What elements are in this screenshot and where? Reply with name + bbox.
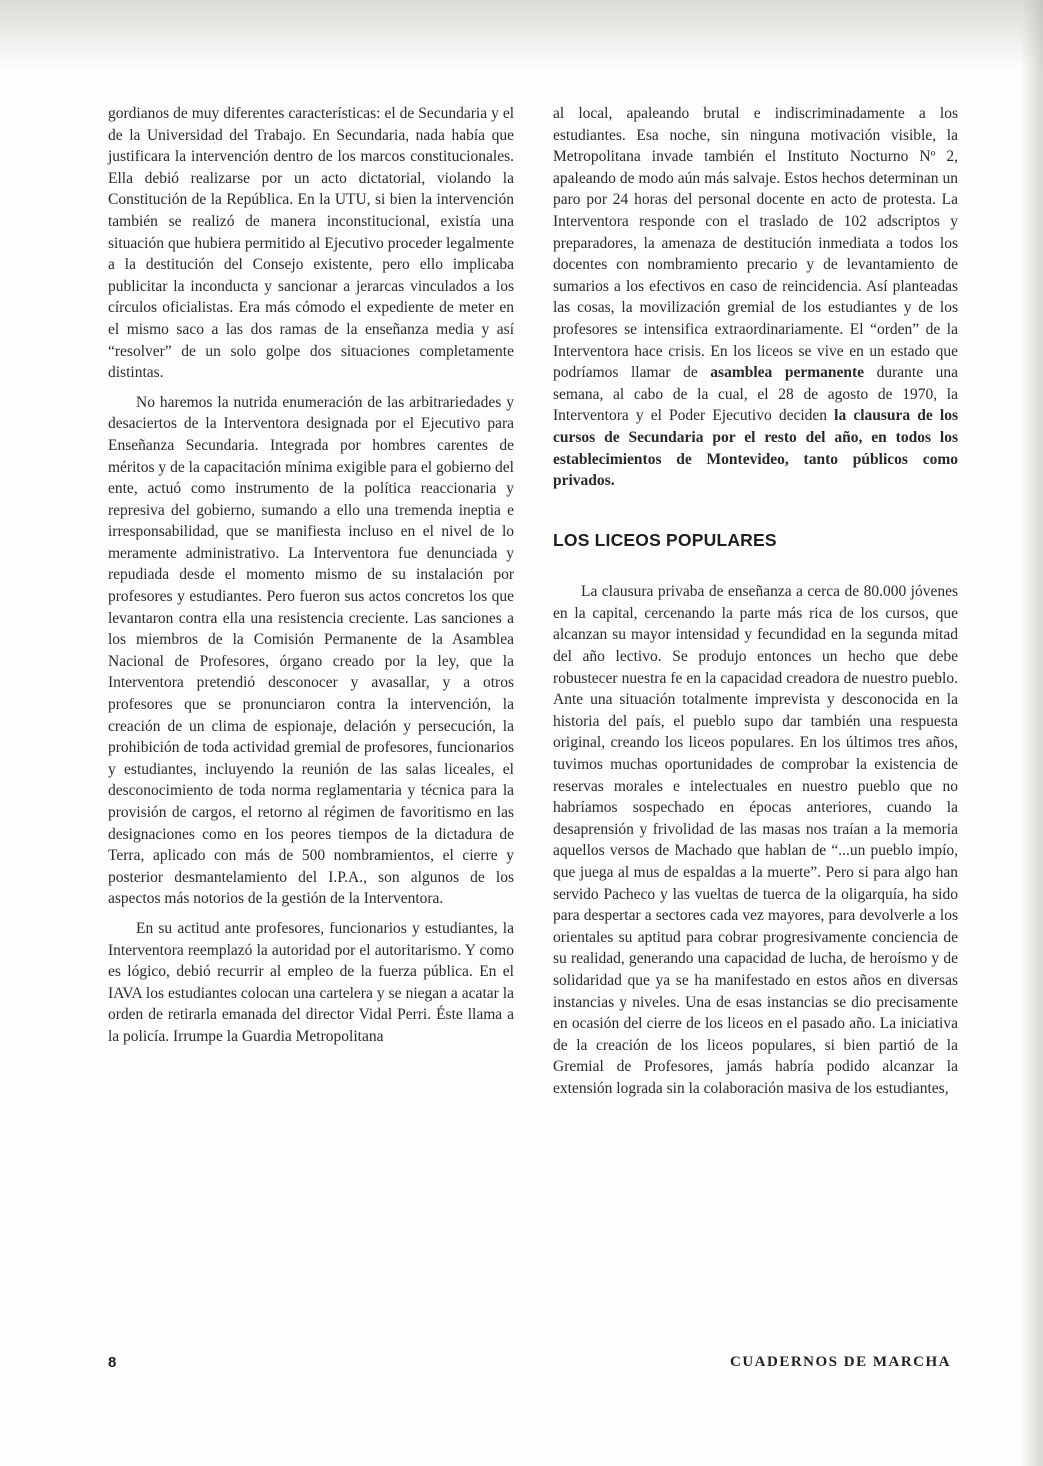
right-paragraph-1-text-start: al local, apaleando brutal e indiscriminadamente a los estudiantes. Esa noche, sin ninguna motivación visible, la Metropolitana invade también el Instituto Nocturno Nº 2, apaleando de modo aún más salvaje. Estos hechos determinan un paro por 24 horas del personal docente en acto de protesta. La Interventora responde con el traslado de 102 adscriptos y preparadores, la amenaza de destitución inmediata a todos los docentes con nombramiento precario y de levantamiento de sumarios a los efectivos en caso de reincidencia. Así planteadas las cosas, la movilización gremial de los estudiantes y de los profesores se intensifica extraordinariamente. El “orden” de la Interventora hace crisis. En los liceos se vive en un estado que podríamos llamar de	[553, 105, 958, 382]
right-paragraph-1-bold-closure: la clausura de los cursos de Secundaria por el resto del año, en todos los establecimientos de Montevideo, tanto públicos como privados.	[553, 407, 958, 490]
left-paragraph-3: En su actitud ante profesores, funcionarios y estudiantes, la Interventora reemplazó la autoridad por el autoritarismo. Y como es lógico, debió recurrir al empleo de la fuerza pública. En el IAVA los estudiantes colocan una cartelera y se niegan a acatar la orden de retirarla emanada del director Vidal Perri. Éste llama a la policía. Irrumpe la Guardia Metropolitana	[108, 919, 514, 1045]
right-paragraph-1-bold-assembly: asamblea permanente	[710, 364, 865, 382]
section-heading: LOS LICEOS POPULARES	[553, 529, 777, 550]
publication-title: CUADERNOS DE MARCHA	[729, 1354, 951, 1370]
left-paragraph-1: gordianos de muy diferentes características: el de Secundaria y el de la Universidad del Trabajo. En Secundaria, nada había que justificara la intervención dentro de los marcos constitucionales. Ella debió realizarse por un acto dictatorial, violando la Constitución de la República. En la UTU, si bien la intervención también se realizó de manera inconstitucional, existía una situación que hubiera permitido al Ejecutivo proceder legalmente a la destitución del Consejo existente, pero ello implicaba publicitar la inconducta y sancionar a jerarcas vinculados a los círculos oficialistas. Era más cómodo el expediente de meter en el mismo saco a las dos ramas de la enseñanza media y así “resolver” de un solo golpe dos situaciones completamente distintas.	[108, 105, 514, 382]
scan-shadow-top	[0, 0, 1043, 70]
page-number: 8	[108, 1354, 117, 1371]
right-column	[553, 103, 958, 1100]
left-paragraph-2: No haremos la nutrida enumeración de las arbitrariedades y desaciertos de la Interventora designada por el Ejecutivo para Enseñanza Secundaria. Integrada por hombres carentes de méritos y de la capacitación mínima exigible para el gobierno del ente, actuó como instrumento de la política reaccionaria y represiva del gobierno, sumando a ello una tremenda ineptia e irresponsabilidad, que se manifiesta incluso en el nivel de lo meramente administrativo. La Interventora fue denunciada y repudiada desde el momento mismo de su instalación por profesores y estudiantes. Pero fueron sus actos concretos los que levantaron contra ella una resistencia creciente. Las sanciones a los miembros de la Comisión Permanente de la Asamblea Nacional de Profesores, órgano creado por la ley, que la Interventora pretendió desconocer y avasallar, y a otros profesores que se pronunciaron contra la intervención, la creación de un clima de espionaje, delación y persecución, la prohibición de toda actividad gremial de profesores, funcionarios y estudiantes, incluyendo la reunión de las salas liceales, el desconocimiento de toda norma reglamentaria y técnica para la provisión de cargos, el retorno al régimen de favoritismo en las designaciones como en los peores tiempos de la dictadura de Terra, aplicado con más de 500 nombramientos, el cierre y posterior desmantelamiento del I.P.A., son algunos de los aspectos más notorios de la gestión de la Interventora.	[108, 393, 514, 908]
right-paragraph-2: La clausura privaba de enseñanza a cerca de 80.000 jóvenes en la capital, cercenando la parte más rica de los cursos, que alcanzan su mayor intensidad y fecundidad en la segunda mitad del año lectivo. Se produjo entonces un hecho que debe robustecer nuestra fe en la capacidad creadora de nuestro pueblo. Ante una situación totalmente imprevista y desconocida en la historia del país, el pueblo supo dar también una respuesta original, creando los liceos populares. En los últimos tres años, tuvimos muchas oportunidades de comprobar la existencia de reservas morales e intelectuales en nuestro pueblo que no habríamos sospechado en épocas anteriores, cuando la desaprensión y frivolidad de las masas nos traían a la memoria aquellos versos de Machado que hablan de “...un pueblo impío, que juega al mus de espaldas a la muerte”. Pero si para algo han servido Pacheco y las vueltas de tuerca de la oligarquía, ha sido para despertar a sectores cada vez mayores, para devolverle a los orientales su aptitud para cobrar progresivamente conciencia de su realidad, generando una capacidad de lucha, de heroísmo y de solidaridad que ya se ha manifestado en estos años en diversas instancias y niveles. Una de esas instancias se dio precisamente en ocasión del cierre de los liceos en el pasado año. La iniciativa de la creación de los liceos populares, si bien partió de la Gremial de Profesores, jamás habría podido alcanzar la extensión lograda sin la colaboración masiva de los estudiantes,	[553, 583, 958, 1097]
right-paragraph-1	[553, 103, 958, 492]
right-paragraph-1-text-mid: durante una semana, al cabo de la cual, el 28 de agosto de 1970, la Interventora y el Poder Ejecutivo deciden	[553, 364, 958, 425]
left-column	[108, 103, 514, 1048]
scan-shadow-right-edge	[1021, 0, 1043, 1466]
